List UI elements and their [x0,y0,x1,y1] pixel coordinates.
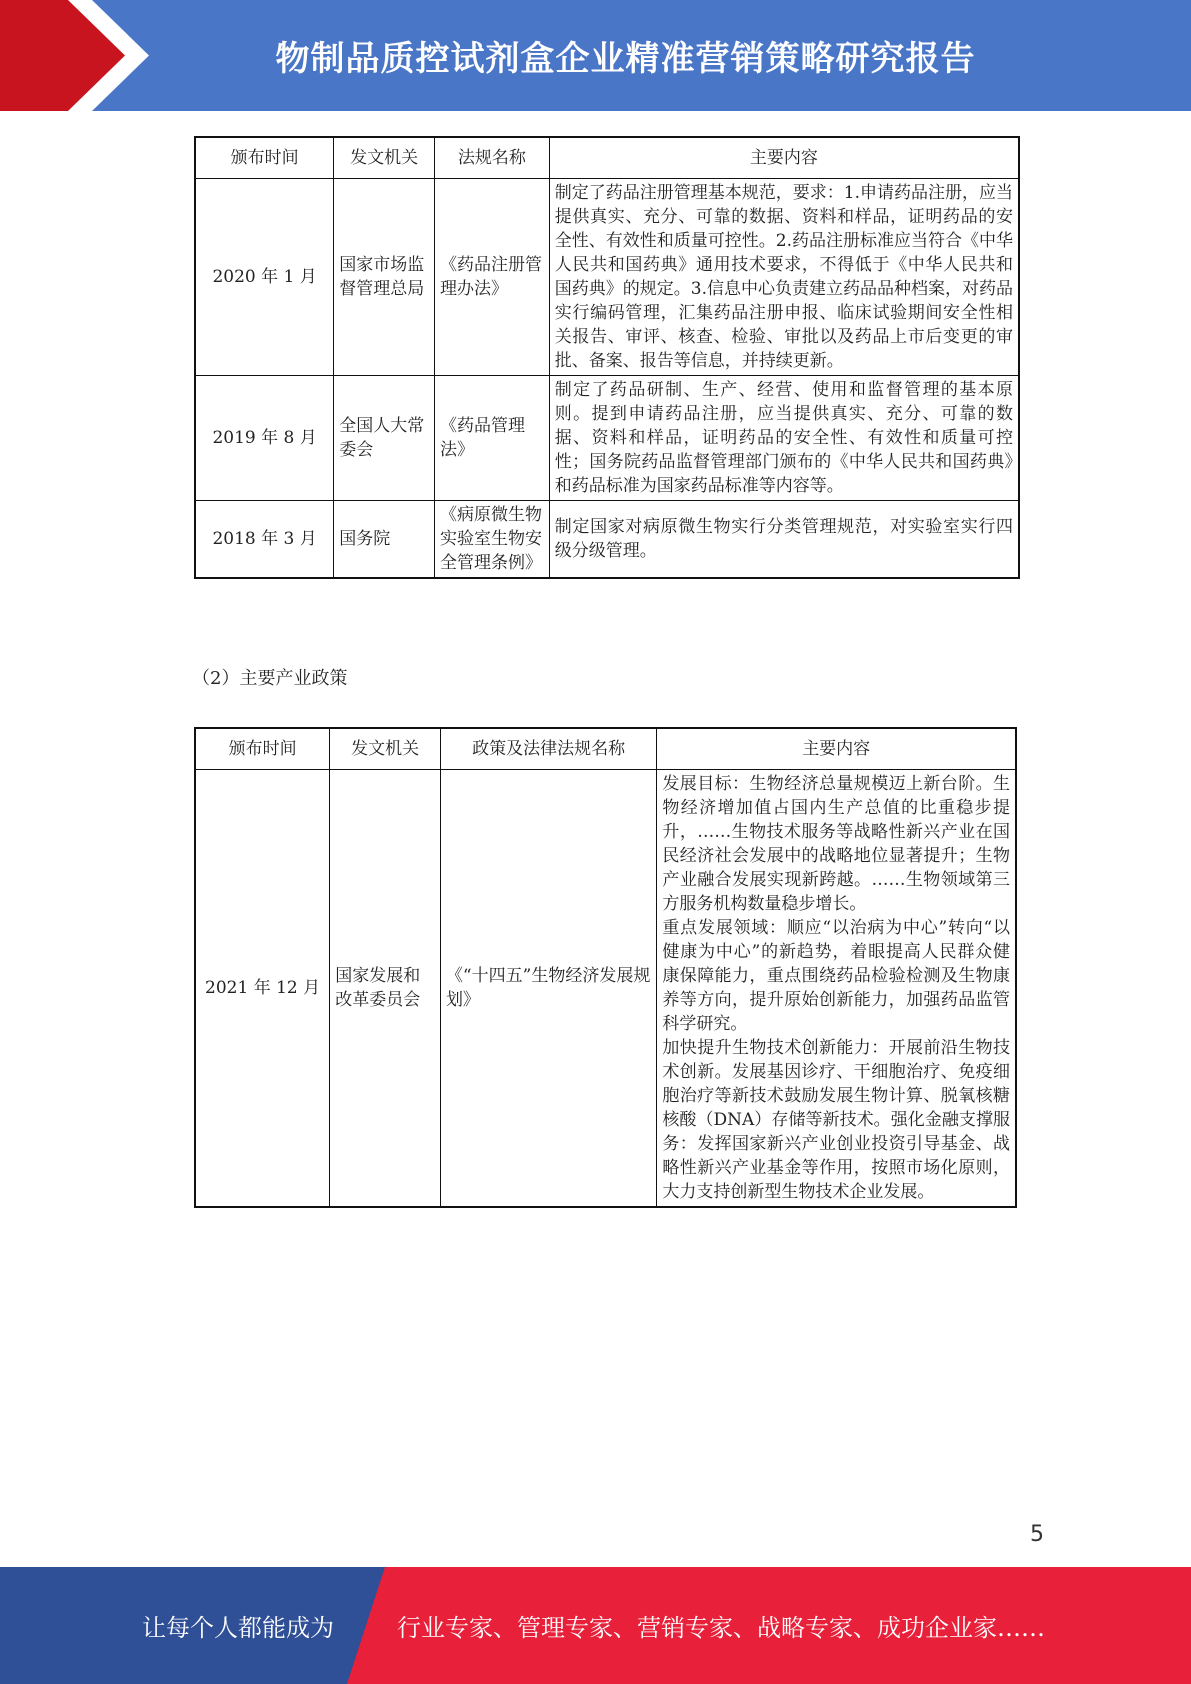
header-banner [0,0,1191,111]
column-header-name: 法规名称 [435,137,550,179]
cell-content: 制定了药品注册管理基本规范，要求：1.申请药品注册，应当提供真实、充分、可靠的数据、资料和样品，证明药品的安全性、有效性和质量可控性。2.药品注册标准应当符合《中华人民共和国药典》通用技术要求，不得低于《中华人民共和国药典》的规定。3.信息中心负责建立药品品种档案，对药品实行编码管理，汇集药品注册申报、临床试验期间安全性相关报告、审评、核查、检验、审批以及药品上市后变更的审批、备案、报告等信息，并持续更新。 [549,179,1019,376]
cell-date: 2020 年 1 月 [195,179,334,376]
content-paragraph-focus-areas: 重点发展领域：顺应“以治病为中心”转向“以健康为中心”的新趋势，着眼提高人民群众健康保障能力，重点围绕药品检验检测及生物康养等方向，提升原始创新能力，加强药品监管科学研究。 [662,918,1010,1034]
footer-slogan-left: 让每个人都能成为 [142,1614,334,1642]
content-paragraph-goals: 发展目标：生物经济总量规模迈上新台阶。生物经济增加值占国内生产总值的比重稳步提升，……生物技术服务等战略性新兴产业在国民经济社会发展中的战略地位显著提升；生物产业融合发展实现新跨越。……生物领域第三方服务机构数量稳步增长。 [662,774,1010,914]
footer-slogan-right: 行业专家、管理专家、营销专家、战略专家、成功企业家…… [397,1614,1045,1642]
column-header-date: 颁布时间 [195,137,334,179]
table-header-row [195,137,1019,179]
column-header-content: 主要内容 [549,137,1019,179]
footer-banner [0,1567,1191,1684]
column-header-name: 政策及法律法规名称 [440,728,656,770]
regulations-table [194,136,1020,579]
cell-issuer: 国务院 [334,501,435,579]
cell-content: 制定了药品研制、生产、经营、使用和监督管理的基本原则。提到申请药品注册，应当提供真实、充分、可靠的数据、资料和样品，证明药品的安全性、有效性和质量可控性；国务院药品监督管理部门颁布的《中华人民共和国药典》和药品标准为国家药品标准等内容等。 [549,376,1019,501]
cell-name: 《“十四五”生物经济发展规划》 [440,770,656,1208]
industry-policy-table [194,727,1017,1208]
cell-name: 《病原微生物实验室生物安全管理条例》 [435,501,550,579]
cell-date: 2021 年 12 月 [195,770,330,1208]
table-row [195,376,1019,501]
table-row [195,770,1016,1208]
table-header-row [195,728,1016,770]
column-header-issuer: 发文机关 [330,728,441,770]
content-paragraph-innovation: 加快提升生物技术创新能力：开展前沿生物技术创新。发展基因诊疗、干细胞治疗、免疫细胞治疗等新技术鼓励发展生物计算、脱氧核糖核酸（DNA）存储等新技术。强化金融支撑服务：发挥国家新兴产业创业投资引导基金、战略性新兴产业基金等作用，按照市场化原则，大力支持创新型生物技术企业发展。 [662,1038,1010,1202]
cell-content [657,770,1016,1208]
report-title: 物制品质控试剂盒企业精准营销策略研究报告 [275,39,976,79]
column-header-content: 主要内容 [657,728,1016,770]
cell-issuer: 国家市场监督管理总局 [334,179,435,376]
cell-date: 2019 年 8 月 [195,376,334,501]
cell-name: 《药品注册管理办法》 [435,179,550,376]
table-row [195,501,1019,579]
cell-date: 2018 年 3 月 [195,501,334,579]
section-subheading: （2）主要产业政策 [192,668,348,689]
column-header-date: 颁布时间 [195,728,330,770]
cell-issuer: 国家发展和改革委员会 [330,770,441,1208]
table-row [195,179,1019,376]
cell-issuer: 全国人大常委会 [334,376,435,501]
column-header-issuer: 发文机关 [334,137,435,179]
page-number: 5 [1030,1522,1044,1547]
red-chevron-icon [0,0,160,111]
cell-content: 制定国家对病原微生物实行分类管理规范，对实验室实行四级分级管理。 [549,501,1019,579]
cell-name: 《药品管理法》 [435,376,550,501]
